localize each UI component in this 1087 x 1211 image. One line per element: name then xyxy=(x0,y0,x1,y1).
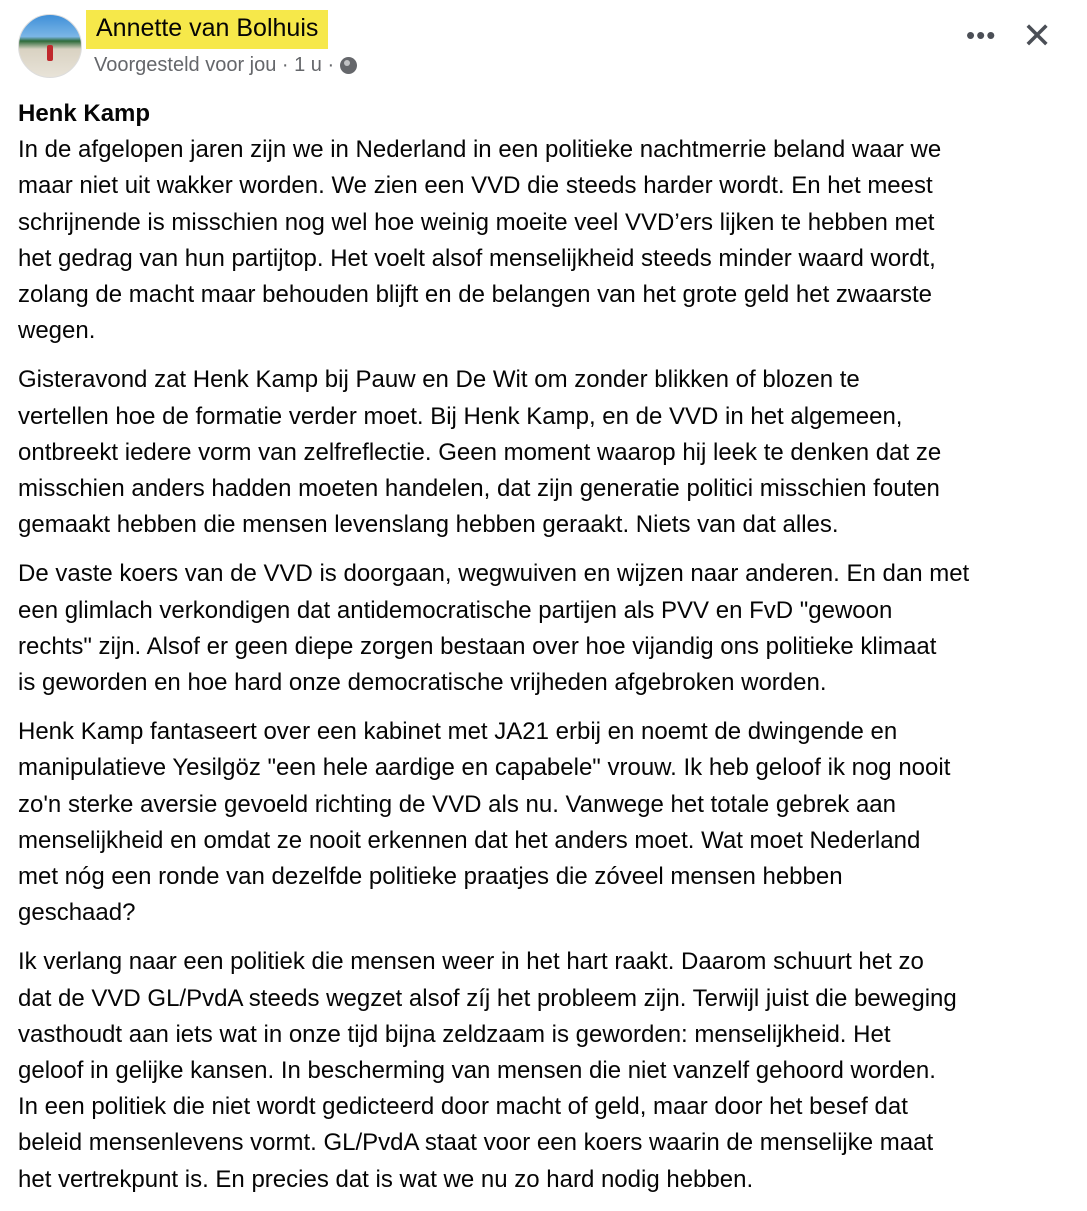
paragraph-line: menselijkheid en omdat ze nooit erkennen dat het anders moet. Wat moet Nederland xyxy=(18,826,921,854)
paragraph-line: ontbreekt iedere vorm van zelfreflectie. Geen moment waarop hij leek te denken dat ze xyxy=(18,438,942,466)
paragraph-line: De vaste koers van de VVD is doorgaan, wegwuiven en wijzen naar anderen. En dan met xyxy=(18,560,970,588)
paragraph-line: Gisteravond zat Henk Kamp bij Pauw en De Wit om zonder blikken of blozen te xyxy=(18,366,860,394)
paragraph-line: het gedrag van hun partijtop. Het voelt alsof menselijkheid steeds minder waard wordt, xyxy=(18,244,936,272)
paragraph-line: Ik verlang naar een politiek die mensen weer in het hart raakt. Daarom schuurt het zo xyxy=(18,948,924,976)
paragraph-line: In de afgelopen jaren zijn we in Nederland in een politieke nachtmerrie beland waar we xyxy=(18,136,942,164)
paragraph-line: dat de VVD GL/PvdA steeds wegzet alsof zíj het probleem zijn. Terwijl juist die beweging xyxy=(18,984,957,1012)
author-avatar[interactable] xyxy=(18,14,82,78)
paragraph-line: wegen. xyxy=(18,317,96,345)
post-paragraph xyxy=(18,556,969,701)
paragraph-line: geloof in gelijke kansen. In bescherming van mensen die niet vanzelf gehoord worden. xyxy=(18,1057,936,1085)
post-body xyxy=(18,96,969,1211)
author-name[interactable]: Annette van Bolhuis xyxy=(86,10,328,49)
paragraph-line: misschien anders hadden moeten handelen, dat zijn generatie politici misschien fouten xyxy=(18,475,940,503)
paragraph-line: is geworden en hoe hard onze democratische vrijheden afgebroken worden. xyxy=(18,669,827,697)
paragraph-line: rechts" zijn. Alsof er geen diepe zorgen bestaan over hoe vijandig ons politieke klimaat xyxy=(18,632,937,660)
post-paragraph xyxy=(18,714,969,931)
paragraph-line: manipulatieve Yesilgöz "een hele aardige en capabele" vrouw. Ik heb geloof ik nog nooit xyxy=(18,754,951,782)
paragraph-line: Henk Kamp fantaseert over een kabinet met JA21 erbij en noemt de dwingende en xyxy=(18,718,898,746)
paragraph-line: een glimlach verkondigen dat antidemocratische partijen als PVV en FvD "gewoon xyxy=(18,596,893,624)
paragraph-line: maar niet uit wakker worden. We zien een VVD die steeds harder wordt. En het meest xyxy=(18,172,933,200)
globe-icon xyxy=(340,57,357,74)
paragraph-line: vasthoudt aan iets wat in onze tijd bijna zeldzaam is geworden: menselijkheid. Het xyxy=(18,1020,891,1048)
paragraph-line: zolang de macht maar behouden blijft en de belangen van het grote geld het zwaarste xyxy=(18,281,932,309)
post-paragraphs xyxy=(18,132,969,1198)
paragraph-line: schrijnende is misschien nog wel hoe weinig moeite veel VVD’ers lijken te hebben met xyxy=(18,208,935,236)
paragraph-line: geschaad? xyxy=(18,899,136,927)
more-options-button[interactable]: ••• xyxy=(966,20,997,50)
post-title: Henk Kamp xyxy=(18,100,151,127)
post-paragraph xyxy=(18,944,969,1197)
post-paragraph xyxy=(18,132,969,349)
paragraph-line: vertellen hoe de formatie verder moet. Bij Henk Kamp, en de VVD in het algemeen, xyxy=(18,402,903,430)
paragraph-line: het vertrekpunt is. En precies dat is wat we nu zo hard nodig hebben. xyxy=(18,1165,754,1193)
paragraph-line: beleid mensenlevens vormt. GL/PvdA staat voor een koers waarin de menselijke maat xyxy=(18,1129,934,1157)
paragraph-line: gemaakt hebben die mensen levenslang hebben geraakt. Niets van dat alles. xyxy=(18,511,839,539)
paragraph-line: met nóg een ronde van dezelfde politieke praatjes die zóveel mensen hebben xyxy=(18,863,843,891)
avatar-figure xyxy=(47,45,53,61)
post-meta-text: Voorgesteld voor jou · 1 u · xyxy=(94,54,335,76)
paragraph-line: In een politiek die niet wordt gedicteerd door macht of geld, maar door het besef dat xyxy=(18,1093,908,1121)
paragraph-line: zo'n sterke aversie gevoeld richting de VVD als nu. Vanwege het totale gebrek aan xyxy=(18,790,897,818)
close-button[interactable]: ✕ xyxy=(1022,15,1053,56)
post-meta xyxy=(94,54,357,77)
post-paragraph xyxy=(18,362,969,543)
